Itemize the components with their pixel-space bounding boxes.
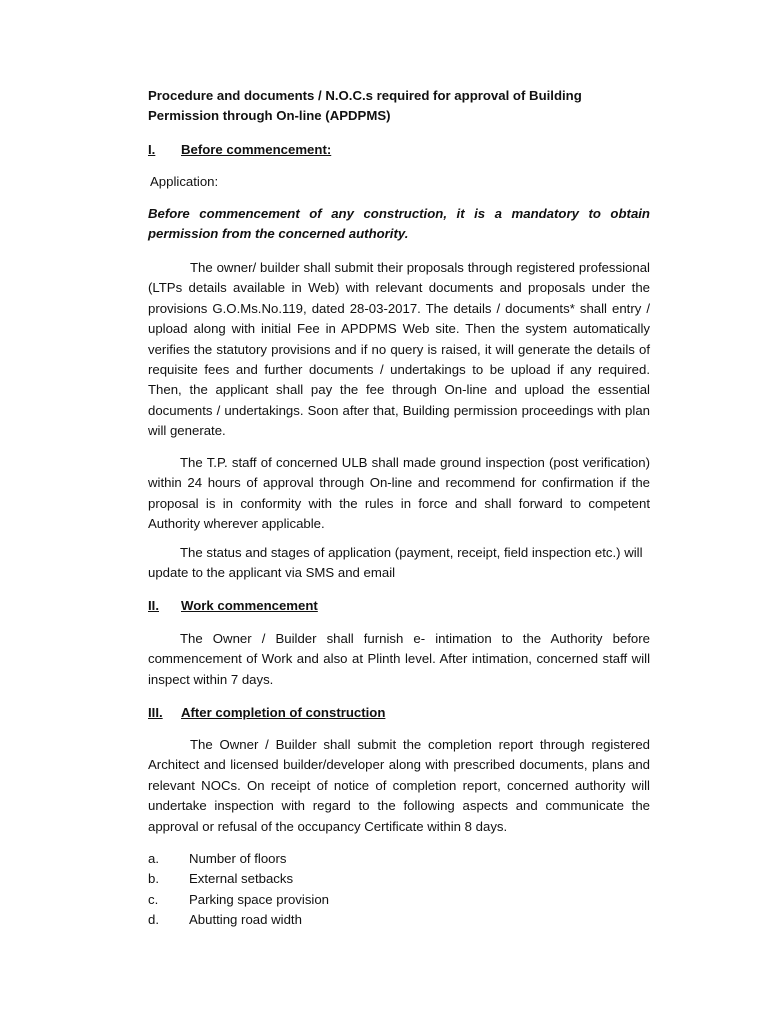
section-title: Before commencement: bbox=[181, 142, 332, 157]
list-item bbox=[148, 910, 650, 930]
paragraph-e-intimation: The Owner / Builder shall furnish e- intimation to the Authority before commencement of Work and also at Plinth level. After intimation, concerned staff will inspect within 7 days. bbox=[148, 631, 650, 687]
lead-statement: Before commencement of any construction, it is a mandatory to obtain permission from the concerned authority. bbox=[148, 206, 650, 242]
list-item bbox=[148, 849, 650, 869]
section-title: Work commencement bbox=[181, 598, 318, 613]
section-heading-after-completion bbox=[148, 703, 385, 723]
list-item-text: Abutting road width bbox=[189, 912, 302, 928]
list-item-text: Parking space provision bbox=[189, 891, 330, 907]
list-marker: d. bbox=[148, 912, 159, 928]
inspection-aspects-list bbox=[148, 849, 650, 931]
list-item bbox=[148, 869, 650, 889]
paragraph-submission-process: The owner/ builder shall submit their proposals through registered professional (LTPs details available in Web) with relevant documents and proposals under the provisions G.O.Ms.No.119, dated 28-03-2017. The details / documents* shall entry / upload along with initial Fee in APDPMS Web site. Then the system automatically verifies the statutory provisions and if no query is raised, it will generate the details of requisite fees and further documents / undertakings to be upload if any required. Then, the applicant shall pay the fee through On-line and upload the essential documents / undertakings. Soon after that, Building permission proceedings with plan will generate. bbox=[148, 260, 650, 439]
section-number: I. bbox=[148, 142, 156, 157]
document-title: Procedure and documents / N.O.C.s required for approval of Building Permission through On-line (APDPMS) bbox=[148, 88, 582, 124]
application-subheading: Application: bbox=[150, 174, 219, 189]
section-heading-before-commencement bbox=[148, 140, 331, 160]
paragraph-ground-inspection: The T.P. staff of concerned ULB shall made ground inspection (post verification) within 24 hours of approval through On-line and recommend for confirmation if the proposal is in conformity with the rules in force and shall forward to competent Authority wherever applicable. bbox=[148, 455, 650, 532]
section-heading-work-commencement bbox=[148, 596, 318, 616]
section-number: III. bbox=[148, 705, 163, 720]
list-item-text: Number of floors bbox=[189, 851, 287, 866]
list-item-text: External setbacks bbox=[189, 871, 294, 887]
list-marker: b. bbox=[148, 871, 159, 887]
paragraph-status-updates: The status and stages of application (payment, receipt, field inspection etc.) will update to the applicant via SMS and email bbox=[148, 545, 643, 581]
paragraph-completion-report: The Owner / Builder shall submit the completion report through registered Architect and licensed builder/developer along with prescribed documents, plans and relevant NOCs. On receipt of notice of completion report, concerned authority will undertake inspection with regard to the following aspects and communicate the approval or refusal of the occupancy Certificate within 8 days. bbox=[148, 737, 650, 834]
section-title: After completion of construction bbox=[181, 705, 386, 720]
list-marker: a. bbox=[148, 851, 159, 866]
section-number: II. bbox=[148, 598, 159, 613]
list-marker: c. bbox=[148, 891, 159, 907]
list-item bbox=[148, 890, 650, 910]
